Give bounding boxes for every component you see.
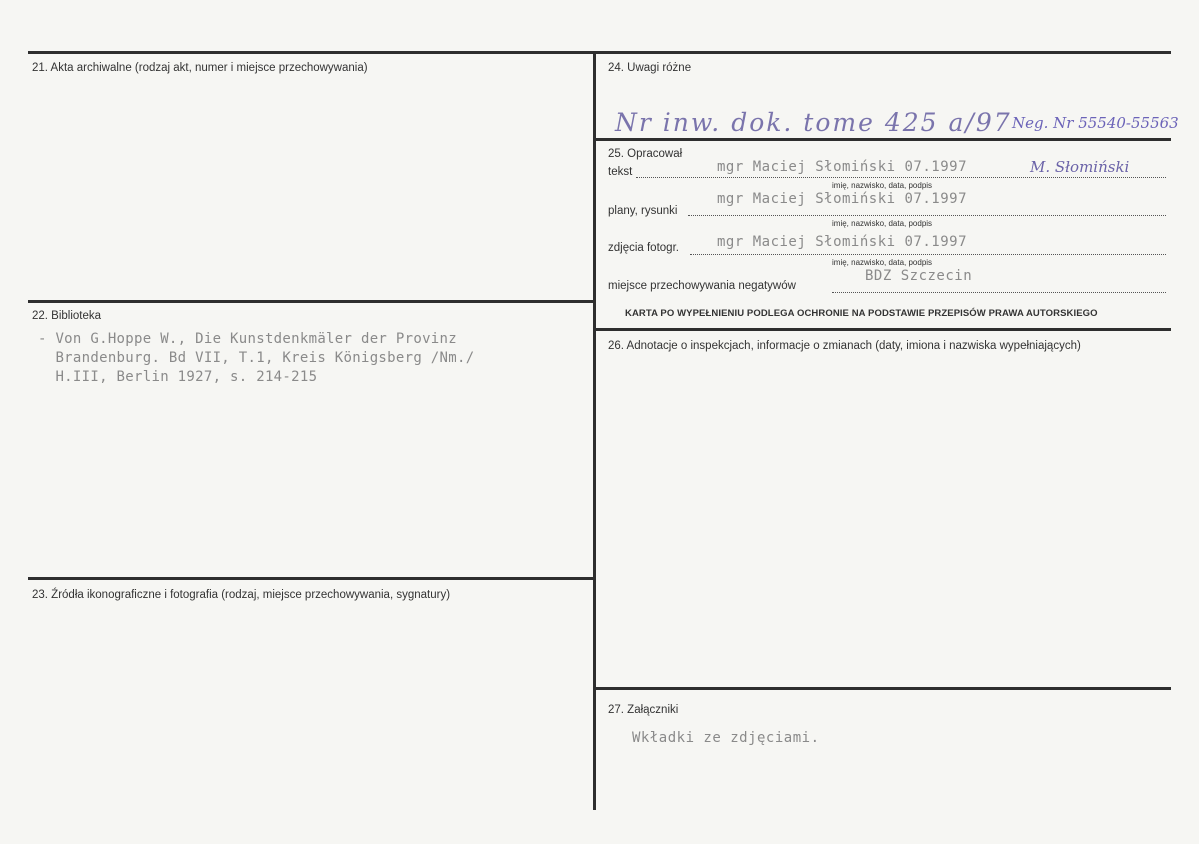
row-tekst-signature: M. Słomiński — [1030, 158, 1130, 176]
section-24-negative-note: Neg. Nr 55540-55563 — [1012, 114, 1179, 132]
row-tekst-value: mgr Maciej Słomiński 07.1997 — [717, 159, 968, 175]
center-divider — [593, 51, 596, 810]
section-27-label: 27. Załączniki — [608, 704, 679, 716]
row-plany-value: mgr Maciej Słomiński 07.1997 — [717, 191, 968, 207]
section-23-label: 23. Źródła ikonograficzne i fotografia (rodzaj, miejsce przechowywania, sygnatury) — [32, 589, 451, 601]
section-24-label: 24. Uwagi różne — [608, 62, 692, 74]
divider-21-22 — [28, 300, 594, 303]
negatives-line — [832, 292, 1166, 293]
section-27-attachments: Wkładki ze zdjęciami. — [632, 730, 820, 746]
section-21-label: 21. Akta archiwalne (rodzaj akt, numer i miejsce przechowywania) — [32, 62, 368, 74]
section-26-label: 26. Adnotacje o inspekcjach, informacje o zmianach (daty, imiona i nazwiska wypełniających) — [608, 340, 1081, 352]
section-22-label: 22. Biblioteka — [32, 310, 102, 322]
row-zdjecia-label: zdjęcia fotogr. — [608, 242, 679, 254]
row-plany-label: plany, rysunki — [608, 205, 678, 217]
negatives-value: BDZ Szczecin — [865, 268, 973, 284]
section-22-bibliography: - Von G.Hoppe W., Die Kunstdenkmäler der Provinz Brandenburg. Bd VII, T.1, Kreis Königsberg /Nm./ H.III, Berlin 1927, s. 214-215 — [38, 331, 475, 385]
section-24-inventory-note: Nr inw. dok. tome 425 a/97 — [615, 108, 1012, 137]
row-tekst-sub: imię, nazwisko, data, podpis — [832, 181, 933, 190]
top-border — [28, 51, 1171, 54]
divider-26-27 — [595, 687, 1171, 690]
row-zdjecia-value: mgr Maciej Słomiński 07.1997 — [717, 234, 968, 250]
divider-24-25 — [595, 138, 1171, 141]
negatives-label: miejsce przechowywania negatywów — [608, 280, 796, 292]
row-plany-sub: imię, nazwisko, data, podpis — [832, 219, 933, 228]
copyright-notice: KARTA PO WYPEŁNIENIU PODLEGA OCHRONIE NA PODSTAWIE PRZEPISÓW PRAWA AUTORSKIEGO — [625, 308, 1098, 319]
row-tekst-line — [636, 177, 1166, 178]
row-plany-line — [688, 215, 1166, 216]
row-tekst-label: tekst — [608, 166, 633, 178]
divider-22-23 — [28, 577, 594, 580]
section-25-label: 25. Opracował — [608, 148, 683, 160]
row-zdjecia-sub: imię, nazwisko, data, podpis — [832, 258, 933, 267]
row-zdjecia-line — [690, 254, 1166, 255]
divider-25-26 — [595, 328, 1171, 331]
